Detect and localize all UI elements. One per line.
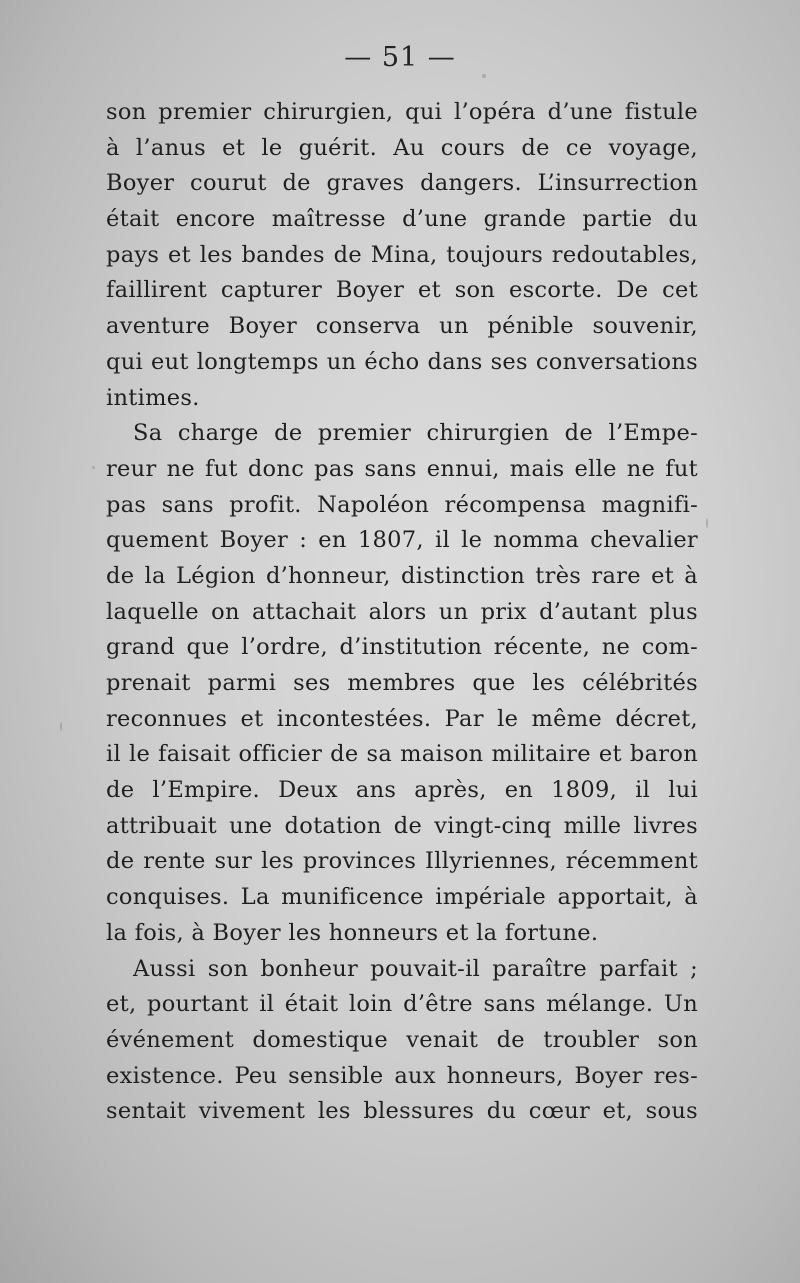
text-line: pays et les bandes de Mina, toujours redoutables, (106, 241, 698, 268)
text-line: de l’Empire. Deux ans après, en 1809, il lui (106, 777, 698, 804)
text-line: conquises. La munificence impériale apportait, à (106, 884, 698, 911)
text-line: intimes. (106, 384, 200, 411)
text-line: à l’anus et le guérit. Au cours de ce voyage, (106, 134, 698, 161)
text-line: laquelle on attachait alors un prix d’autant plus (106, 598, 698, 625)
text-line: pas sans profit. Napoléon récompensa magnifi- (106, 491, 698, 518)
text-line: de rente sur les provinces Illyriennes, récemment (106, 848, 698, 875)
text-line: faillirent capturer Boyer et son escorte. De cet (106, 277, 698, 304)
text-line: qui eut longtemps un écho dans ses conversations (106, 348, 698, 375)
text-line: grand que l’ordre, d’institution récente, ne com- (106, 634, 698, 661)
paper-speck (706, 518, 708, 528)
text-line: existence. Peu sensible aux honneurs, Boyer res- (106, 1062, 698, 1089)
text-line: Aussi son bonheur pouvait-il paraître parfait ; (133, 955, 698, 982)
text-line: quement Boyer : en 1807, il le nomma chevalier (106, 527, 698, 554)
text-line: sentait vivement les blessures du cœur et, sous (106, 1098, 698, 1125)
text-line: de la Légion d’honneur, distinction très rare et à (106, 562, 698, 589)
text-line: événement domestique venait de troubler son (106, 1026, 698, 1053)
text-line: Boyer courut de graves dangers. L’insurrection (106, 170, 698, 197)
page-number: — 51 — (344, 42, 456, 73)
text-line: il le faisait officier de sa maison militaire et baron (106, 741, 698, 768)
text-line: reconnues et incontestées. Par le même décret, (106, 705, 698, 732)
text-line: attribuait une dotation de vingt-cinq mille livres (106, 812, 698, 839)
body-text (106, 95, 698, 1130)
paper-speck (92, 466, 95, 469)
text-line: était encore maîtresse d’une grande partie du (106, 206, 698, 233)
text-line: la fois, à Boyer les honneurs et la fortune. (106, 919, 599, 946)
text-line: prenait parmi ses membres que les célébrités (106, 670, 698, 696)
paper-speck (482, 74, 486, 78)
paper-speck (60, 722, 62, 731)
text-line: Sa charge de premier chirurgien de l’Empe- (133, 420, 698, 447)
text-line: et, pourtant il était loin d’être sans mélange. Un (106, 991, 698, 1018)
text-line: son premier chirurgien, qui l’opéra d’une fistule (106, 99, 698, 125)
text-line: reur ne fut donc pas sans ennui, mais elle ne fut (106, 455, 698, 482)
text-line: aventure Boyer conserva un pénible souvenir, (106, 313, 698, 340)
